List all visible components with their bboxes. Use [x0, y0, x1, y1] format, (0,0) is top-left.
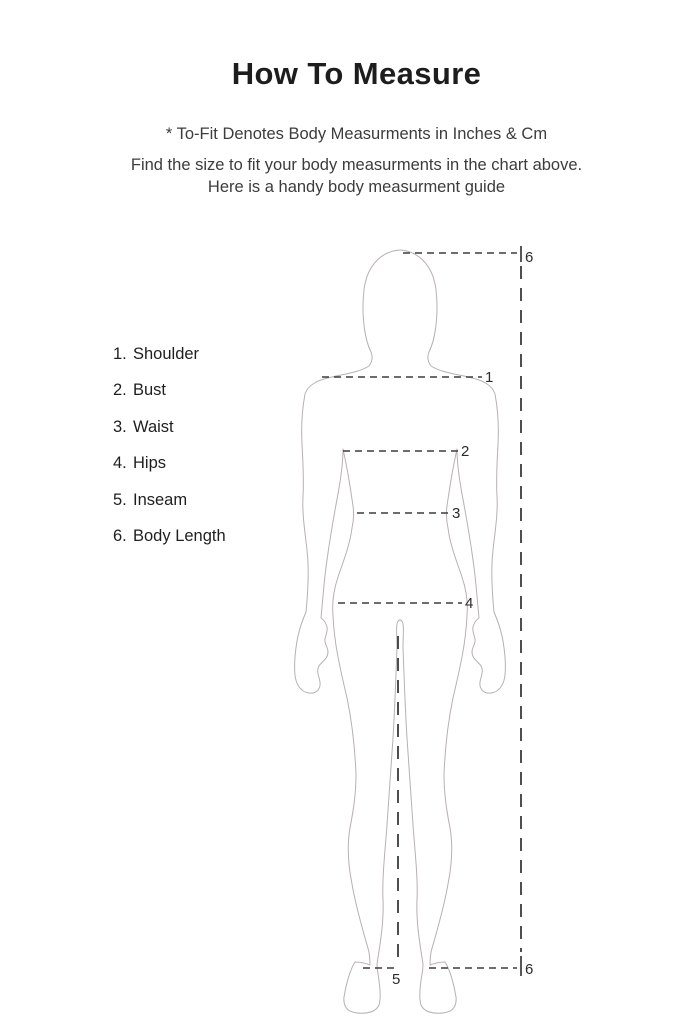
- instruction-line-2: Here is a handy body measurment guide: [207, 178, 506, 196]
- legend-label: Shoulder: [133, 344, 200, 363]
- legend-label: Bust: [133, 381, 167, 400]
- marker-hips: 4: [465, 595, 474, 612]
- legend-label: Inseam: [133, 490, 188, 509]
- legend-number: 2.: [113, 381, 127, 400]
- page-title: How To Measure: [231, 56, 482, 91]
- marker-inseam: 5: [392, 971, 401, 988]
- legend-label: Hips: [133, 454, 167, 473]
- marker-body-length-bottom: 6: [525, 961, 534, 978]
- legend-number: 6.: [113, 527, 127, 546]
- marker-bust: 2: [461, 443, 470, 460]
- legend-number: 5.: [113, 490, 127, 509]
- legend-number: 1.: [113, 344, 127, 363]
- instruction-line-1: Find the size to fit your body measurments in the chart above.: [130, 156, 583, 174]
- body-outline-left: [295, 250, 401, 1013]
- body-outline: [295, 250, 506, 1013]
- body-outline-right: [399, 250, 505, 1013]
- measurement-lines: [322, 246, 521, 976]
- legend-label: Body Length: [133, 527, 226, 546]
- legend-label: Waist: [133, 417, 174, 436]
- measurement-markers: [392, 249, 533, 988]
- legend-number: 4.: [113, 454, 127, 473]
- marker-waist: 3: [452, 505, 461, 522]
- to-fit-note: * To-Fit Denotes Body Measurments in Inches & Cm: [165, 125, 548, 143]
- marker-body-length-top: 6: [525, 249, 534, 266]
- legend-number: 3.: [113, 417, 127, 436]
- marker-shoulder: 1: [485, 369, 494, 386]
